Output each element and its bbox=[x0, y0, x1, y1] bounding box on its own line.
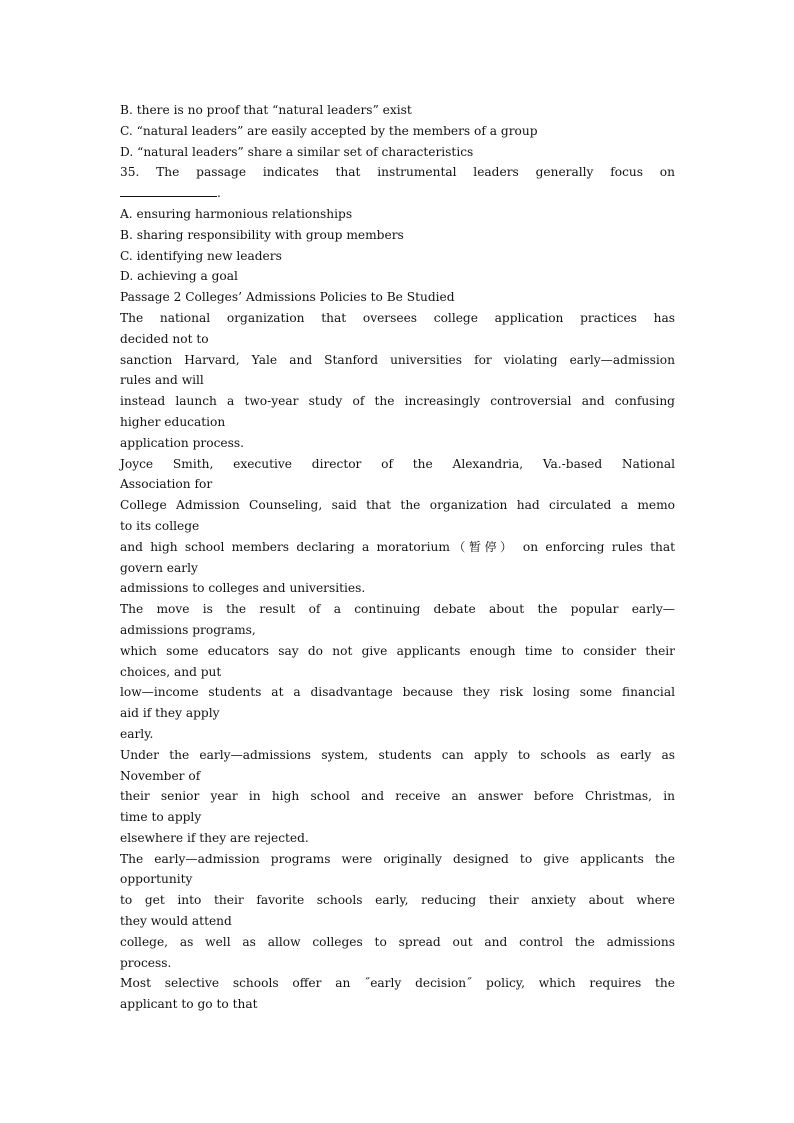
document-page bbox=[120, 100, 675, 1015]
text-line: early. bbox=[120, 726, 154, 741]
text-line: which some educators say do not give applicants enough time to consider their bbox=[120, 643, 675, 658]
text-line: Joyce Smith, executive director of the Alexandria, Va.-based National bbox=[120, 456, 675, 471]
text-line: C. identifying new leaders bbox=[120, 248, 282, 263]
text-line: Association for bbox=[120, 477, 213, 492]
text-line: choices, and put bbox=[120, 664, 222, 679]
text-line: College Admission Counseling, said that the organization had circulated a memo bbox=[120, 498, 675, 513]
text-line: decided not to bbox=[120, 331, 209, 346]
text-line: higher education bbox=[120, 414, 226, 429]
text-line: time to apply bbox=[120, 810, 202, 825]
text-line: and high school members declaring a moratorium（暂停） on enforcing rules that bbox=[120, 539, 675, 554]
text-line: to its college bbox=[120, 518, 200, 533]
text-line: their senior year in high school and receive an answer before Christmas, in bbox=[120, 789, 675, 804]
answer-blank-line bbox=[120, 183, 675, 204]
answer-blank bbox=[120, 185, 217, 197]
text-line: C. “natural leaders” are easily accepted by the members of a group bbox=[120, 123, 538, 138]
text-line: application process. bbox=[120, 435, 244, 450]
text-line: applicant to go to that bbox=[120, 997, 258, 1012]
blank-suffix: . bbox=[217, 186, 221, 201]
text-line: admissions to colleges and universities. bbox=[120, 581, 366, 596]
text-line: aid if they apply bbox=[120, 706, 220, 721]
text-line: they would attend bbox=[120, 914, 232, 929]
text-line: The early—admission programs were originally designed to give applicants the bbox=[120, 851, 675, 866]
text-line: admissions programs, bbox=[120, 622, 256, 637]
text-line: 35. The passage indicates that instrumental leaders generally focus on bbox=[120, 165, 675, 180]
text-line: Under the early—admissions system, students can apply to schools as early as bbox=[120, 747, 675, 762]
text-line: D. achieving a goal bbox=[120, 269, 238, 284]
text-line: Passage 2 Colleges’ Admissions Policies to Be Studied bbox=[120, 290, 455, 305]
text-line: B. sharing responsibility with group members bbox=[120, 227, 404, 242]
text-line: Most selective schools offer an ˝early decision˝ policy, which requires the bbox=[120, 976, 675, 991]
text-line: rules and will bbox=[120, 373, 204, 388]
text-line: D. “natural leaders” share a similar set of characteristics bbox=[120, 144, 474, 159]
text-line: B. there is no proof that “natural leaders” exist bbox=[120, 103, 412, 117]
text-line: opportunity bbox=[120, 872, 193, 887]
text-line: to get into their favorite schools early, reducing their anxiety about where bbox=[120, 893, 675, 908]
text-line: process. bbox=[120, 955, 172, 970]
text-line: college, as well as allow colleges to spread out and control the admissions bbox=[120, 934, 675, 949]
text-line: elsewhere if they are rejected. bbox=[120, 830, 309, 845]
text-line: govern early bbox=[120, 560, 198, 575]
text-line: A. ensuring harmonious relationships bbox=[120, 206, 353, 221]
text-line: low—income students at a disadvantage because they risk losing some financial bbox=[120, 685, 675, 700]
text-line: sanction Harvard, Yale and Stanford universities for violating early—admission bbox=[120, 352, 675, 367]
text-line: The national organization that oversees college application practices has bbox=[120, 310, 675, 325]
text-line: The move is the result of a continuing debate about the popular early— bbox=[120, 602, 675, 617]
text-line: instead launch a two-year study of the increasingly controversial and confusing bbox=[120, 394, 675, 409]
text-line: November of bbox=[120, 768, 201, 783]
